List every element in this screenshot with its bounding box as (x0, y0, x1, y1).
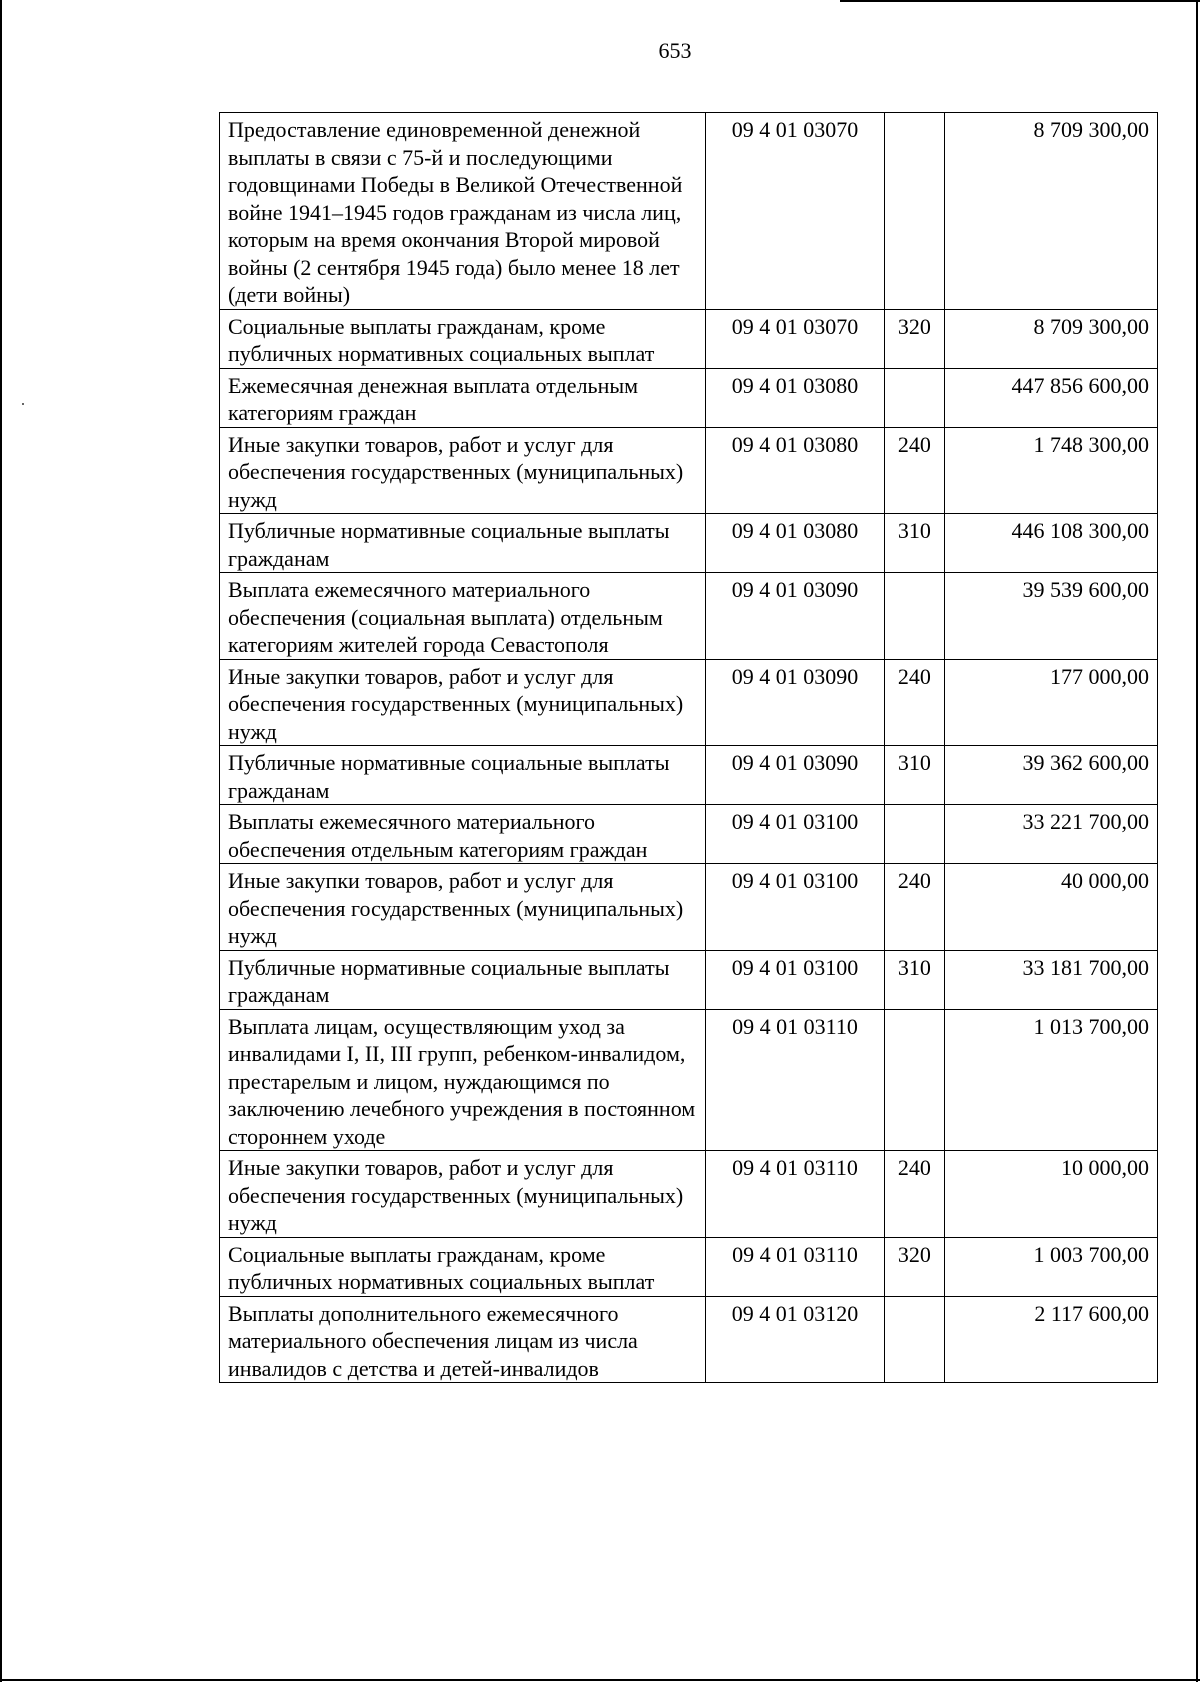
row-code-cell: 09 4 01 03120 (706, 1296, 885, 1383)
row-type-cell (884, 573, 944, 660)
row-type-cell (884, 113, 944, 310)
scan-speck (22, 403, 24, 405)
row-amount-cell: 8 709 300,00 (945, 113, 1158, 310)
row-name-cell: Социальные выплаты гражданам, кроме публичных нормативных социальных выплат (220, 309, 706, 368)
row-type-cell: 320 (884, 309, 944, 368)
row-amount-cell: 177 000,00 (945, 659, 1158, 746)
table-row (220, 368, 1158, 427)
row-amount-cell: 447 856 600,00 (945, 368, 1158, 427)
row-amount-cell: 10 000,00 (945, 1151, 1158, 1238)
scan-edge-right (1196, 0, 1198, 1682)
table-row (220, 1009, 1158, 1151)
row-code-cell: 09 4 01 03070 (706, 309, 885, 368)
row-code-cell: 09 4 01 03100 (706, 864, 885, 951)
row-type-cell: 240 (884, 659, 944, 746)
row-amount-cell: 39 539 600,00 (945, 573, 1158, 660)
row-type-cell: 240 (884, 1151, 944, 1238)
row-type-cell (884, 805, 944, 864)
row-amount-cell: 40 000,00 (945, 864, 1158, 951)
row-amount-cell: 1 003 700,00 (945, 1237, 1158, 1296)
row-name-cell: Иные закупки товаров, работ и услуг для обеспечения государственных (муниципальных) нужд (220, 864, 706, 951)
table-row (220, 514, 1158, 573)
row-code-cell: 09 4 01 03080 (706, 427, 885, 514)
table-row (220, 573, 1158, 660)
scan-edge-left (0, 0, 2, 1682)
row-code-cell: 09 4 01 03080 (706, 514, 885, 573)
row-amount-cell: 39 362 600,00 (945, 746, 1158, 805)
row-name-cell: Выплата лицам, осуществляющим уход за инвалидами I, II, III групп, ребенком-инвалидом, престарелым и лицом, нуждающимся по заключению лечебного учреждения в постоянном стороннем уходе (220, 1009, 706, 1151)
row-type-cell: 240 (884, 427, 944, 514)
budget-table (219, 112, 1158, 1383)
row-type-cell: 310 (884, 950, 944, 1009)
row-name-cell: Предоставление единовременной денежной выплаты в связи с 75-й и последующими годовщинами Победы в Великой Отечественной войне 1941–1945 годов гражданам из числа лиц, которым на время окончания Второй мировой войны (2 сентября 1945 года) было менее 18 лет (дети войны) (220, 113, 706, 310)
row-name-cell: Выплата ежемесячного материального обеспечения (социальная выплата) отдельным категориям жителей города Севастополя (220, 573, 706, 660)
row-code-cell: 09 4 01 03090 (706, 746, 885, 805)
row-type-cell (884, 368, 944, 427)
row-name-cell: Публичные нормативные социальные выплаты гражданам (220, 746, 706, 805)
scan-edge-bottom (0, 1679, 1200, 1681)
row-name-cell: Выплаты дополнительного ежемесячного материального обеспечения лицам из числа инвалидов с детства и детей-инвалидов (220, 1296, 706, 1383)
table-row (220, 427, 1158, 514)
scan-edge-top (840, 0, 1200, 2)
row-amount-cell: 1 748 300,00 (945, 427, 1158, 514)
row-code-cell: 09 4 01 03110 (706, 1237, 885, 1296)
row-amount-cell: 1 013 700,00 (945, 1009, 1158, 1151)
budget-table-body (220, 113, 1158, 1383)
table-row (220, 864, 1158, 951)
row-code-cell: 09 4 01 03100 (706, 950, 885, 1009)
row-name-cell: Иные закупки товаров, работ и услуг для обеспечения государственных (муниципальных) нужд (220, 427, 706, 514)
table-row (220, 659, 1158, 746)
row-name-cell: Иные закупки товаров, работ и услуг для обеспечения государственных (муниципальных) нужд (220, 1151, 706, 1238)
table-row (220, 950, 1158, 1009)
row-amount-cell: 33 181 700,00 (945, 950, 1158, 1009)
row-code-cell: 09 4 01 03090 (706, 659, 885, 746)
row-code-cell: 09 4 01 03110 (706, 1009, 885, 1151)
page-number: 653 (658, 38, 692, 63)
row-type-cell (884, 1296, 944, 1383)
row-amount-cell: 8 709 300,00 (945, 309, 1158, 368)
row-name-cell: Публичные нормативные социальные выплаты гражданам (220, 514, 706, 573)
row-code-cell: 09 4 01 03070 (706, 113, 885, 310)
table-row (220, 805, 1158, 864)
row-code-cell: 09 4 01 03090 (706, 573, 885, 660)
table-row (220, 1237, 1158, 1296)
row-type-cell (884, 1009, 944, 1151)
row-amount-cell: 446 108 300,00 (945, 514, 1158, 573)
row-type-cell: 320 (884, 1237, 944, 1296)
table-row (220, 1296, 1158, 1383)
table-row (220, 113, 1158, 310)
row-name-cell: Социальные выплаты гражданам, кроме публичных нормативных социальных выплат (220, 1237, 706, 1296)
row-amount-cell: 2 117 600,00 (945, 1296, 1158, 1383)
row-code-cell: 09 4 01 03100 (706, 805, 885, 864)
row-type-cell: 310 (884, 514, 944, 573)
row-type-cell: 310 (884, 746, 944, 805)
row-type-cell: 240 (884, 864, 944, 951)
table-row (220, 746, 1158, 805)
row-amount-cell: 33 221 700,00 (945, 805, 1158, 864)
row-name-cell: Ежемесячная денежная выплата отдельным категориям граждан (220, 368, 706, 427)
row-name-cell: Публичные нормативные социальные выплаты гражданам (220, 950, 706, 1009)
table-row (220, 309, 1158, 368)
table-row (220, 1151, 1158, 1238)
row-code-cell: 09 4 01 03110 (706, 1151, 885, 1238)
row-name-cell: Иные закупки товаров, работ и услуг для обеспечения государственных (муниципальных) нужд (220, 659, 706, 746)
row-code-cell: 09 4 01 03080 (706, 368, 885, 427)
row-name-cell: Выплаты ежемесячного материального обеспечения отдельным категориям граждан (220, 805, 706, 864)
